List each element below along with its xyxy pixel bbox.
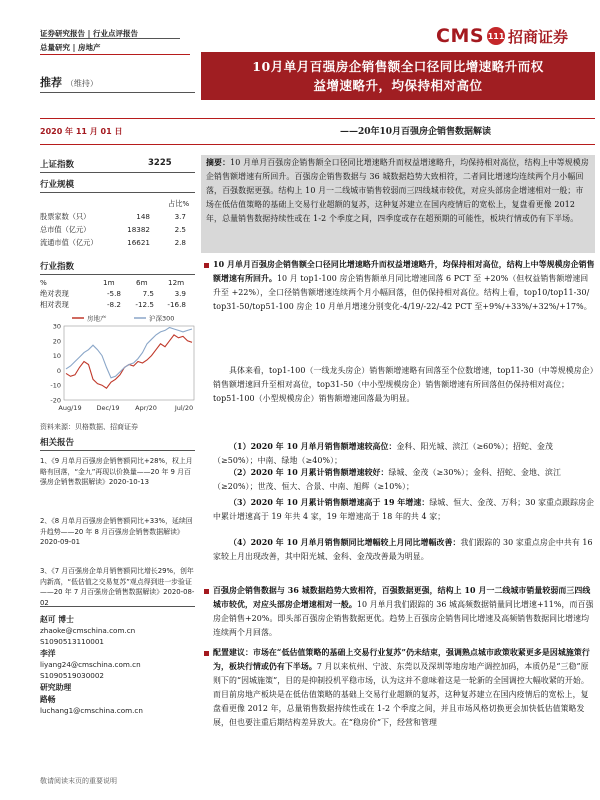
industry-divider: [40, 192, 195, 193]
related-heading: 相关报告: [40, 438, 75, 448]
performance-value: -16.8: [167, 300, 186, 309]
industry-row-value: 16621: [127, 238, 150, 247]
date-top-line: [40, 118, 595, 119]
industry-row-label: 股票家数（只）: [40, 212, 91, 221]
abstract-box: [201, 155, 595, 253]
body-paragraph: [213, 258, 595, 314]
analyst-name: 研究助理: [40, 683, 72, 692]
logo-cms-text: CMS: [436, 25, 485, 47]
cms-logo: [436, 25, 568, 47]
logo-cn-text: 招商证券: [508, 27, 569, 46]
paragraph-text: 7 月以来杭州、宁波、东莞以及深圳等地房地产调控加码，本质仍是“三稳”原则下的“因城施策”，目的是抑制投机平稳市场，认为这并不意味着这是一轮新的全国调控大幅收紧的开始。而目前房地产板块是在低估值策略的基础上交易行业超额的复苏，这种复苏建立在国内疫情后的宽松上，复盘看更像 2012 年，总量销售数据持续性或在 1-2 个季度之间，并且市场风格切换更会加快低估值策略发展，但也要注重后期结构差异放大。在“稳房价”下，经营和管理: [213, 662, 589, 727]
footer-note: 敬请阅读末页的重要说明: [40, 777, 117, 785]
chart-xtick-label: Apr/20: [135, 404, 157, 412]
analyst-email: liyang24@cmschina.com.cn: [40, 660, 141, 669]
rating-label: 推荐: [40, 76, 62, 89]
chart-xtick-label: Dec/19: [96, 404, 120, 412]
paragraph-bold: （3）2020 年 10 月累计销售额增速高于 19 年增速：: [229, 498, 430, 507]
paragraph-bold: 10 月单月百强房企销售额全口径同比增速略升而权益增速略升，均保持相对高位，结构上中等规模房企销售额增速有所回升。: [213, 260, 595, 283]
chart-ytick-label: -20: [50, 396, 61, 405]
report-subtitle: ——20年10月百强房企销售数据解读: [340, 127, 492, 137]
related-divider: [40, 450, 195, 451]
related-report-item: 1、《9 月单月百强房企销售额同比+28%，权上月略有回落，“金九”再现以价换量——20 年 9 月百强房企销售数据解读》2020-10-13: [40, 457, 193, 486]
title-line-1: 10月单月百强房企销售额全口径同比增速略升而权: [252, 59, 544, 74]
paragraph-bold: （1）2020 年 10 月单月销售额增速较高位：: [229, 442, 397, 451]
body-paragraph: [213, 364, 595, 406]
chart-ytick-label: 10: [52, 352, 61, 361]
header-category: 证券研究报告 | 行业点评报告: [40, 29, 138, 38]
related-report-item: 2、《8 月单月百强房企销售额同比+33%，延续回升趋势——20 年 8 月百强房企销售数据解读》2020-09-01: [40, 517, 193, 546]
performance-divider: [40, 274, 195, 275]
industry-row-pct: 2.5: [174, 225, 186, 234]
report-date: 2020 年 11 月 01 日: [40, 127, 123, 136]
performance-value: 7.5: [142, 289, 154, 298]
header-red-line: [40, 54, 190, 55]
logo-circle-icon: 111: [487, 27, 505, 45]
chart-series-line: [66, 335, 192, 388]
performance-col-header: 6m: [136, 278, 148, 287]
analyst-license: S1090519030002: [40, 671, 105, 680]
industry-pct-header: 占比%: [168, 199, 190, 208]
performance-heading: 行业指数: [40, 262, 75, 272]
index-value: 3225: [148, 158, 172, 168]
body-paragraph: [213, 536, 595, 564]
header-subcategory: 总量研究 | 房地产: [40, 43, 101, 52]
analyst-name: 赵可 博士: [40, 615, 74, 624]
chart-xtick-label: Jul/20: [174, 404, 194, 412]
industry-row-value: 18382: [127, 225, 150, 234]
body-paragraph: [213, 440, 595, 468]
chart-xtick-label: Aug/19: [58, 404, 82, 412]
chart-legend-label: 房地产: [87, 314, 107, 323]
abstract-label: 摘要：: [206, 158, 231, 167]
industry-row-value: 148: [136, 212, 150, 221]
performance-col-header: 1m: [103, 278, 115, 287]
analyst-name: 路畅: [40, 695, 56, 704]
date-bottom-line: [40, 144, 595, 145]
paragraph-bold: 百强房企销售数据与 36 城数据趋势大致相符，百强数据更强，结构上 10 月一二线城市销量较弱而三四线城市较优，对应头部房企增速相对一般。: [213, 586, 591, 609]
rating: [40, 74, 98, 90]
performance-col-header: %: [40, 278, 47, 287]
paragraph-text: 金科、阳光城、滨江（≥60%）；招蛇、金茂（≥50%）；中南、绿地（≥40%）；: [213, 442, 553, 465]
rating-note: （维持）: [65, 79, 98, 88]
chart-source: 资料来源：贝格数据、招商证券: [40, 423, 138, 431]
paragraph-text: 具体来看，top1-100（一线龙头房企）销售额增速略有回落至个位数增速，top11-30（中等规模房企）销售额增速回升至相对高位，top31-50（中小型规模房企）销售额增速有所回落但仍保持相对高位；top51-100（小型规模房企）销售额增速回落最为明显。: [213, 366, 594, 403]
index-chart: [40, 312, 200, 416]
analyst-divider: [40, 606, 195, 607]
index-label: 上证指数: [40, 160, 75, 170]
title-line-2: 益增速略升，均保持相对高位: [313, 78, 483, 93]
chart-ytick-label: 20: [52, 337, 61, 346]
body-paragraph: [213, 466, 595, 494]
index-divider: [40, 172, 195, 173]
bullet-marker: [204, 589, 209, 594]
abstract-text: 10 月单月百强房企销售额全口径同比增速略升而权益增速略升，均保持相对高位，结构上中等规模房企销售额增速有所回升。百强房企销售数据与 36 城数据趋势大致相符，二者同比增速均连续两个月小幅回落，百强数据更强。结构上 10 月一二线城市销售较弱而三四线城市较优，对应头部房企增速相对一般；市场在低估值策略的基础上交易行业超额的复苏，这种复苏建立在国内疫情后的宽松上，复盘看更像 2012 年，总量销售数据持续性或在 1-2 个季度之间，四季度或存在超预期的可能性，板块行情或仍有下半场。: [206, 158, 589, 223]
industry-row-label: 流通市值（亿元）: [40, 238, 98, 247]
performance-row-label: 绝对表现: [40, 289, 69, 298]
performance-row-label: 相对表现: [40, 300, 69, 309]
performance-value: -8.2: [106, 300, 121, 309]
report-title: [201, 52, 595, 100]
industry-heading: 行业规模: [40, 180, 75, 190]
body-paragraph: [213, 496, 595, 524]
bullet-marker: [204, 651, 209, 656]
paragraph-text: 我们跟踪的 30 家重点房企中共有 16 家较上月出现改善，其中阳光城、金科、金茂改善最为明显。: [213, 538, 593, 561]
body-paragraph: [213, 584, 595, 640]
related-report-item: 3、《7 月百强房企单月销售额同比增长29%，创年内新高，“低估值之交易复苏”观点得到进一步验证——20 年 7 月百强房企销售数据解读》2020-08-02: [40, 567, 195, 607]
analyst-license: S1090513110001: [40, 637, 105, 646]
header-divider: [40, 38, 180, 39]
chart-legend-label: 沪深300: [149, 314, 175, 323]
chart-series-line: [66, 328, 192, 378]
analyst-name: 李洋: [40, 649, 56, 658]
industry-row-pct: 2.8: [174, 238, 186, 247]
bullet-marker: [204, 263, 209, 268]
performance-value: -12.5: [135, 300, 154, 309]
industry-row-pct: 3.7: [174, 212, 186, 221]
paragraph-text: 10 月 top1-100 房企销售额单月同比增速回落 6 PCT 至 +20%（但权益销售额增速回升至 +22%），全口径销售额增速连续两个月小幅回落，但仍保持相对高位。结构上看，top10/top11-30/ top31-50/top51-100 房企 10 月单月增速分别变化-4/19/-22/-42 PCT 至+9%/+33%/+32%/+17%。: [213, 274, 592, 311]
performance-col-header: 12m: [168, 278, 185, 287]
chart-ytick-label: -10: [50, 381, 61, 390]
paragraph-bold: （2）2020 年 10 月累计销售额增速较好：: [229, 468, 389, 477]
paragraph-text: 10 月单月我们跟踪的 36 城高频数据销量同比增速+11%，而百强房企销售+20%。即头部百强房企销售数据更优。趋势上百强房企销售同比增速及高频销售数据同比增速均连续两个月回落。: [213, 600, 594, 637]
paragraph-text: 绿城、金茂（≥30%）；金科、招蛇、金地、滨江（≥20%）；世茂、恒大、合景、中南、旭辉（≥10%）；: [213, 468, 561, 491]
industry-row-label: 总市值（亿元）: [40, 225, 91, 234]
analyst-email: luchang1@cmschina.com.cn: [40, 706, 143, 715]
rating-divider: [40, 92, 195, 93]
analyst-email: zhaoke@cmschina.com.cn: [40, 626, 136, 635]
body-paragraph: [213, 646, 595, 730]
paragraph-text: 绿城、恒大、金茂、万科；30 家重点跟踪房企中累计增速高于 19 年共 4 家，19 年增速高于 18 年的共 4 家；: [213, 498, 595, 521]
paragraph-bold: 配置建议：市场在“低估值策略的基础上交易行业复苏”仍未结束，强调熟点城市政策收紧更多是因城施策行为，板块行情或仍有下半场。: [213, 648, 590, 671]
paragraph-bold: （4）2020 年 10 月单月销售额同比增幅较上月同比增幅改善：: [229, 538, 461, 547]
chart-ytick-label: 0: [56, 366, 61, 375]
performance-value: 3.9: [174, 289, 186, 298]
performance-value: -5.8: [106, 289, 121, 298]
chart-ytick-label: 30: [52, 322, 61, 331]
